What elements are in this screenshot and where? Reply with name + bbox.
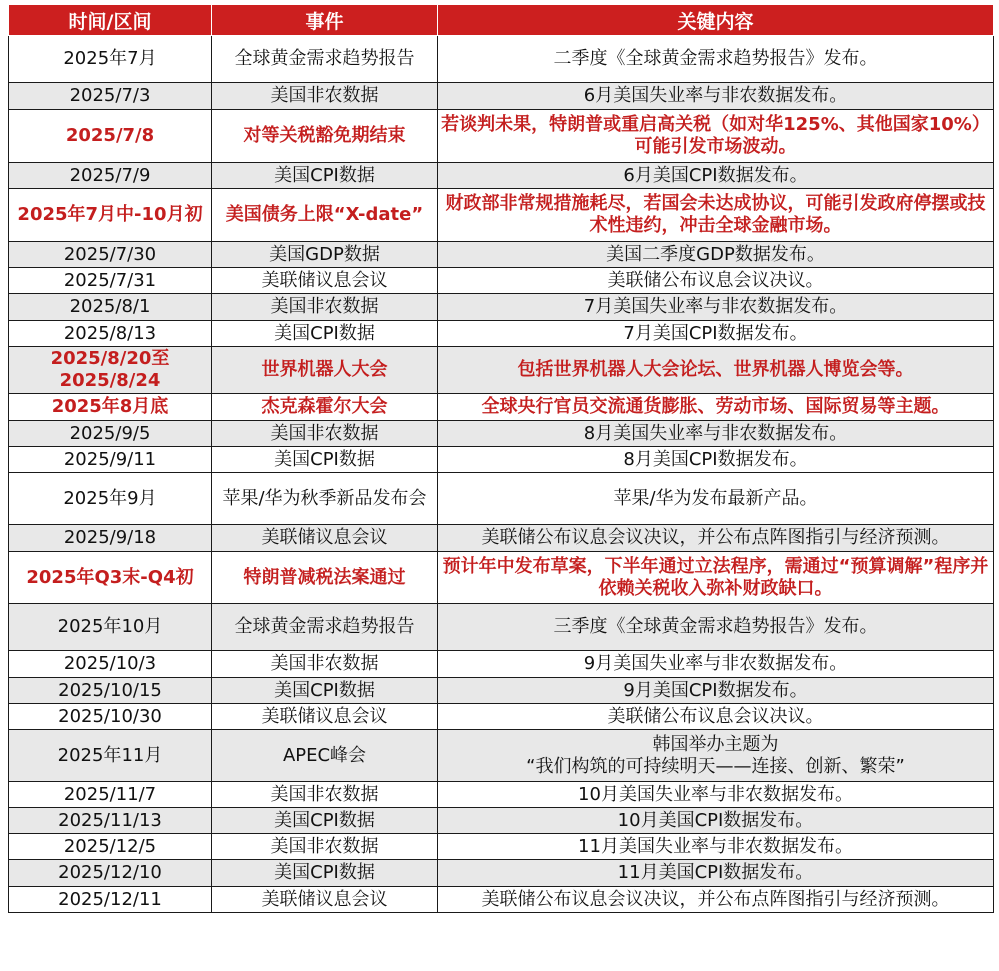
cell-content: 7月美国失业率与非农数据发布。 bbox=[438, 294, 994, 321]
cell-content: 8月美国失业率与非农数据发布。 bbox=[438, 421, 994, 447]
cell-event: 美国CPI数据 bbox=[212, 808, 438, 834]
cell-event: 世界机器人大会 bbox=[212, 347, 438, 394]
cell-content: 10月美国失业率与非农数据发布。 bbox=[438, 782, 994, 808]
cell-event: 苹果/华为秋季新品发布会 bbox=[212, 473, 438, 525]
table-row bbox=[9, 110, 994, 163]
table-row bbox=[9, 394, 994, 421]
header-row bbox=[9, 5, 994, 36]
cell-event: 美国非农数据 bbox=[212, 651, 438, 678]
cell-content: 7月美国CPI数据发布。 bbox=[438, 321, 994, 347]
cell-time: 2025年11月 bbox=[9, 730, 212, 782]
cell-content: 包括世界机器人大会论坛、世界机器人博览会等。 bbox=[438, 347, 994, 394]
table-row bbox=[9, 704, 994, 730]
cell-time: 2025/11/7 bbox=[9, 782, 212, 808]
header-content: 关键内容 bbox=[438, 5, 994, 36]
cell-event: 杰克森霍尔大会 bbox=[212, 394, 438, 421]
cell-time: 2025/12/5 bbox=[9, 834, 212, 860]
cell-time: 2025/7/9 bbox=[9, 163, 212, 189]
cell-time: 2025/10/30 bbox=[9, 704, 212, 730]
cell-content: 9月美国失业率与非农数据发布。 bbox=[438, 651, 994, 678]
cell-content: 9月美国CPI数据发布。 bbox=[438, 678, 994, 704]
table-row bbox=[9, 678, 994, 704]
table-row bbox=[9, 321, 994, 347]
cell-event: 美国非农数据 bbox=[212, 294, 438, 321]
cell-time: 2025/12/11 bbox=[9, 887, 212, 913]
cell-content: 二季度《全球黄金需求趋势报告》发布。 bbox=[438, 36, 994, 83]
events-table bbox=[8, 4, 994, 913]
cell-time: 2025/7/31 bbox=[9, 268, 212, 294]
table-row bbox=[9, 347, 994, 394]
cell-time: 2025年9月 bbox=[9, 473, 212, 525]
table-row bbox=[9, 473, 994, 525]
table-row bbox=[9, 36, 994, 83]
table-row bbox=[9, 189, 994, 242]
cell-event: 美联储议息会议 bbox=[212, 268, 438, 294]
cell-event: 美国CPI数据 bbox=[212, 447, 438, 473]
cell-time: 2025/9/18 bbox=[9, 525, 212, 552]
cell-content: 11月美国CPI数据发布。 bbox=[438, 860, 994, 887]
cell-content: 美联储公布议息会议决议，并公布点阵图指引与经济预测。 bbox=[438, 887, 994, 913]
cell-content: 苹果/华为发布最新产品。 bbox=[438, 473, 994, 525]
cell-time: 2025/8/13 bbox=[9, 321, 212, 347]
cell-event: 美国CPI数据 bbox=[212, 860, 438, 887]
table-row bbox=[9, 83, 994, 110]
table-row bbox=[9, 421, 994, 447]
cell-time: 2025/8/1 bbox=[9, 294, 212, 321]
cell-content: 财政部非常规措施耗尽，若国会未达成协议，可能引发政府停摆或技术性违约，冲击全球金融市场。 bbox=[438, 189, 994, 242]
cell-content: 韩国举办主题为 “我们构筑的可持续明天——连接、创新、繁荣” bbox=[438, 730, 994, 782]
cell-event: 对等关税豁免期结束 bbox=[212, 110, 438, 163]
cell-time: 2025/10/3 bbox=[9, 651, 212, 678]
cell-content: 若谈判未果，特朗普或重启高关税（如对华125%、其他国家10%）可能引发市场波动。 bbox=[438, 110, 994, 163]
cell-time: 2025年Q3末-Q4初 bbox=[9, 552, 212, 604]
cell-time: 2025/9/5 bbox=[9, 421, 212, 447]
cell-event: 全球黄金需求趋势报告 bbox=[212, 36, 438, 83]
table-row bbox=[9, 268, 994, 294]
cell-event: 美国非农数据 bbox=[212, 834, 438, 860]
cell-time: 2025/9/11 bbox=[9, 447, 212, 473]
cell-content: 6月美国CPI数据发布。 bbox=[438, 163, 994, 189]
cell-event: 美国债务上限“X-date” bbox=[212, 189, 438, 242]
cell-event: 美联储议息会议 bbox=[212, 704, 438, 730]
cell-content: 三季度《全球黄金需求趋势报告》发布。 bbox=[438, 604, 994, 651]
cell-event: 全球黄金需求趋势报告 bbox=[212, 604, 438, 651]
header-time: 时间/区间 bbox=[9, 5, 212, 36]
cell-time: 2025年8月底 bbox=[9, 394, 212, 421]
table-row bbox=[9, 730, 994, 782]
table-row bbox=[9, 808, 994, 834]
cell-time: 2025年7月中-10月初 bbox=[9, 189, 212, 242]
cell-content: 8月美国CPI数据发布。 bbox=[438, 447, 994, 473]
table-row bbox=[9, 604, 994, 651]
header-event: 事件 bbox=[212, 5, 438, 36]
table-row bbox=[9, 834, 994, 860]
cell-event: 特朗普减税法案通过 bbox=[212, 552, 438, 604]
cell-time: 2025年10月 bbox=[9, 604, 212, 651]
table-row bbox=[9, 294, 994, 321]
table-row bbox=[9, 887, 994, 913]
cell-time: 2025/8/20至 2025/8/24 bbox=[9, 347, 212, 394]
cell-content: 6月美国失业率与非农数据发布。 bbox=[438, 83, 994, 110]
cell-time: 2025/12/10 bbox=[9, 860, 212, 887]
cell-event: 美国非农数据 bbox=[212, 83, 438, 110]
table-row bbox=[9, 525, 994, 552]
table-row bbox=[9, 163, 994, 189]
table-row bbox=[9, 782, 994, 808]
cell-content: 美联储公布议息会议决议，并公布点阵图指引与经济预测。 bbox=[438, 525, 994, 552]
table-row bbox=[9, 447, 994, 473]
table-row bbox=[9, 242, 994, 268]
table-row bbox=[9, 552, 994, 604]
cell-time: 2025年7月 bbox=[9, 36, 212, 83]
table-row bbox=[9, 860, 994, 887]
cell-time: 2025/7/30 bbox=[9, 242, 212, 268]
cell-event: 美国CPI数据 bbox=[212, 678, 438, 704]
cell-time: 2025/7/8 bbox=[9, 110, 212, 163]
cell-event: 美国非农数据 bbox=[212, 782, 438, 808]
cell-event: 美国CPI数据 bbox=[212, 321, 438, 347]
cell-time: 2025/11/13 bbox=[9, 808, 212, 834]
table-row bbox=[9, 651, 994, 678]
cell-content: 美联储公布议息会议决议。 bbox=[438, 704, 994, 730]
cell-event: 美国非农数据 bbox=[212, 421, 438, 447]
cell-event: 美联储议息会议 bbox=[212, 887, 438, 913]
cell-event: APEC峰会 bbox=[212, 730, 438, 782]
cell-event: 美国GDP数据 bbox=[212, 242, 438, 268]
cell-content: 全球央行官员交流通货膨胀、劳动市场、国际贸易等主题。 bbox=[438, 394, 994, 421]
cell-content: 美联储公布议息会议决议。 bbox=[438, 268, 994, 294]
cell-event: 美国CPI数据 bbox=[212, 163, 438, 189]
cell-time: 2025/7/3 bbox=[9, 83, 212, 110]
cell-content: 预计年中发布草案，下半年通过立法程序，需通过“预算调解”程序并依赖关税收入弥补财政缺口。 bbox=[438, 552, 994, 604]
cell-event: 美联储议息会议 bbox=[212, 525, 438, 552]
cell-content: 美国二季度GDP数据发布。 bbox=[438, 242, 994, 268]
cell-content: 10月美国CPI数据发布。 bbox=[438, 808, 994, 834]
cell-content: 11月美国失业率与非农数据发布。 bbox=[438, 834, 994, 860]
cell-time: 2025/10/15 bbox=[9, 678, 212, 704]
